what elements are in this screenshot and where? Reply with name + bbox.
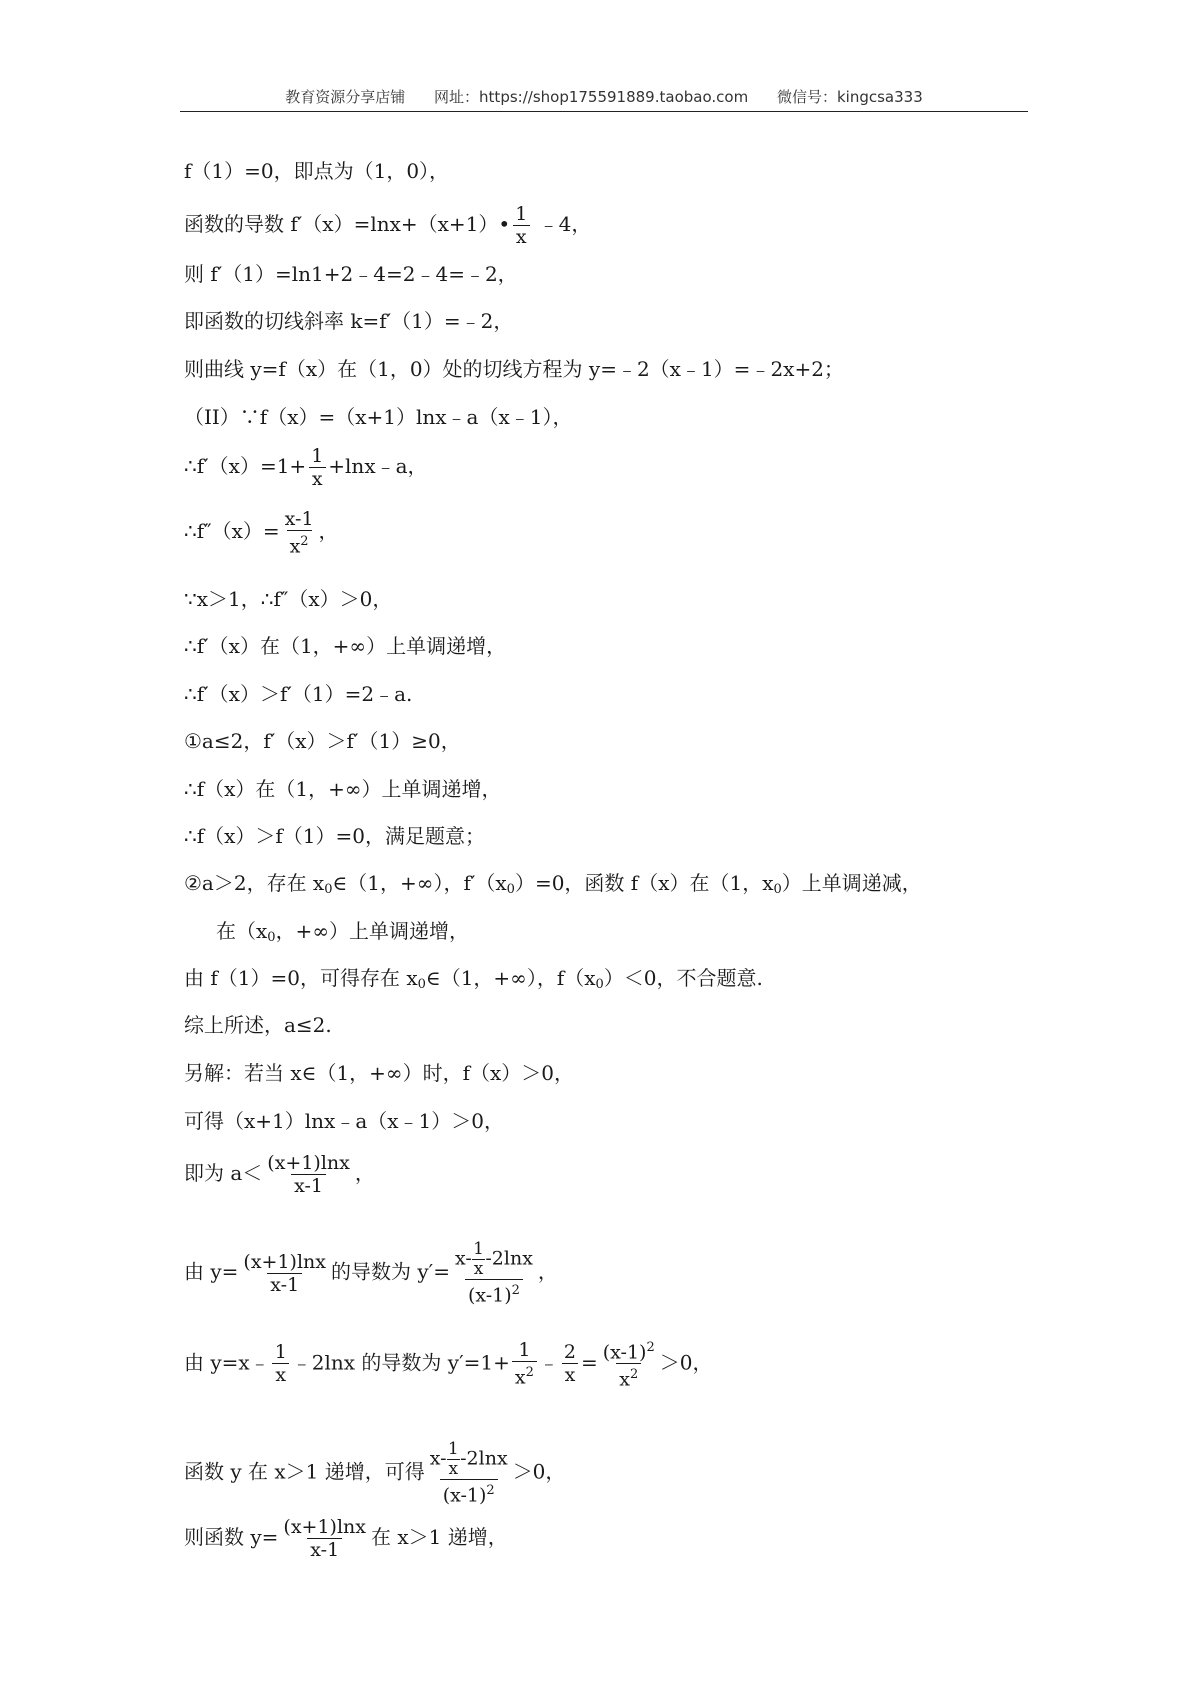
text-line-2: [184, 203, 591, 248]
text-line-22: [184, 1240, 558, 1306]
compound-fraction: [427, 1440, 511, 1506]
text-line-17: [184, 964, 763, 999]
denominator-base: x: [289, 535, 301, 558]
fraction: [272, 1341, 290, 1386]
numerator-part: x-: [454, 1247, 472, 1270]
shop-url: 网址：https://shop175591889.taobao.com: [434, 88, 749, 106]
text-line-18: 综上所述，a≤2.: [184, 1013, 332, 1037]
inner-denominator: x: [473, 1259, 484, 1279]
text-segment: 在（x: [216, 919, 268, 943]
header-rule: [180, 111, 1028, 112]
text-segment: 即为 a＜: [184, 1161, 263, 1185]
text-line-3: 则 f′（1）=ln1+2﹣4=2﹣4=﹣2，: [184, 262, 518, 286]
numerator: [600, 1337, 658, 1363]
denominator: [440, 1479, 498, 1506]
text-segment: 由 y=x﹣: [184, 1350, 270, 1375]
denominator: x-1: [307, 1538, 342, 1561]
text-segment: ﹣2lnx 的导数为 y′=1+: [291, 1350, 510, 1375]
text-segment: 函数 y 在 x＞1 递增，可得: [184, 1459, 425, 1484]
numerator: (x+1)lnx: [243, 1250, 326, 1273]
text-segment: ∴f″（x）=: [184, 519, 280, 544]
wechat-id: 微信号：kingcsa333: [776, 88, 923, 106]
text-segment: 则函数 y=: [184, 1525, 279, 1549]
subscript: 0: [417, 977, 426, 992]
fraction: [240, 1251, 329, 1296]
text-line-21: [184, 1152, 375, 1197]
numerator-part: x-: [429, 1447, 447, 1470]
denominator: [465, 1279, 523, 1306]
text-segment: 由 y=: [184, 1259, 239, 1284]
subscript: 0: [773, 882, 782, 897]
numerator-base: (x-1): [602, 1341, 647, 1364]
text-line-13: ∴f（x）在（1，+∞）上单调递增，: [184, 777, 502, 801]
exponent: 2: [300, 534, 309, 549]
numerator: x-1: [284, 508, 314, 530]
text-line-25: [184, 1516, 508, 1561]
denominator-base: (x-1): [467, 1284, 512, 1307]
text-line-10: ∴f′（x）在（1，+∞）上单调递增，: [184, 634, 507, 658]
text-segment: ，: [318, 519, 339, 544]
denominator-base: x: [514, 1366, 526, 1389]
denominator: [616, 1363, 641, 1390]
denominator: x: [309, 467, 326, 490]
text-segment: ∈（1，+∞），f′（x: [332, 871, 507, 895]
text-segment: ②a＞2，存在 x: [184, 871, 325, 895]
text-segment: 函数的导数 f′（x）=lnx+（x+1）•: [184, 212, 511, 236]
text-segment: ∈（1，+∞），f（x: [425, 966, 596, 990]
subscript: 0: [267, 930, 276, 945]
fraction: [512, 1339, 537, 1388]
fraction: [600, 1337, 658, 1391]
text-line-24: [184, 1440, 565, 1506]
fraction: [282, 508, 317, 557]
numerator: 1: [518, 1339, 531, 1362]
numerator: 2: [563, 1341, 576, 1364]
text-line-14: ∴f（x）＞f（1）=0，满足题意；: [184, 824, 486, 848]
numerator: (x+1)lnx: [283, 1516, 366, 1538]
inner-numerator: 1: [447, 1439, 459, 1459]
denominator: [512, 1361, 537, 1388]
numerator: 1: [515, 203, 528, 225]
subscript: 0: [595, 977, 604, 992]
text-segment: 由 f（1）=0，可得存在 x: [184, 966, 418, 990]
numerator: 1: [311, 445, 324, 467]
denominator: x-1: [267, 1273, 302, 1296]
text-line-19: 另解：若当 x∈（1，+∞）时，f（x）＞0，: [184, 1061, 574, 1085]
denominator: x: [513, 225, 530, 248]
denominator: x: [562, 1363, 579, 1386]
text-line-1: f（1）=0，即点为（1，0），: [184, 159, 450, 183]
text-segment: ∴f′（x）=1+: [184, 454, 307, 478]
text-segment: ＞0，: [512, 1459, 566, 1484]
text-segment: =: [580, 1350, 598, 1375]
text-line-4: 即函数的切线斜率 k=f′（1）=﹣2，: [184, 309, 514, 333]
numerator: [427, 1440, 511, 1479]
text-segment: +lnx﹣a，: [328, 454, 428, 478]
text-line-11: ∴f′（x）＞f′（1）=2﹣a.: [184, 682, 413, 706]
denominator: x-1: [291, 1174, 326, 1197]
text-segment: ，: [354, 1161, 375, 1185]
exponent: 2: [629, 1367, 639, 1383]
text-line-5: 则曲线 y=f（x）在（1，0）处的切线方程为 y=﹣2（x﹣1）=﹣2x+2；: [184, 357, 844, 381]
numerator: [452, 1240, 536, 1279]
page-header: [180, 86, 1028, 112]
text-segment: ﹣4，: [532, 212, 592, 236]
numerator: 1: [274, 1341, 287, 1364]
inner-fraction: [447, 1440, 461, 1479]
text-line-23: [184, 1337, 712, 1391]
fraction: [280, 1516, 369, 1561]
compound-fraction: [452, 1240, 536, 1306]
text-line-9: ∵x＞1，∴f″（x）＞0，: [184, 587, 393, 611]
text-segment: ＞0，: [659, 1350, 713, 1375]
denominator-base: (x-1): [442, 1484, 487, 1507]
inner-numerator: 1: [473, 1239, 484, 1259]
inner-denominator: x: [448, 1459, 459, 1479]
exponent: 2: [486, 1483, 495, 1498]
exponent: 2: [525, 1365, 534, 1381]
exponent: 2: [511, 1283, 520, 1298]
inner-fraction: [472, 1240, 486, 1279]
text-line-20: 可得（x+1）lnx﹣a（x﹣1）＞0，: [184, 1109, 504, 1133]
text-line-7: [184, 445, 428, 490]
text-segment: ）上单调递减，: [781, 871, 922, 895]
text-segment: ，+∞）上单调递增，: [275, 919, 469, 943]
exponent: 2: [646, 1340, 655, 1355]
numerator-part: -2lnx: [460, 1447, 508, 1470]
text-segment: ）=0，函数 f（x）在（1，x: [514, 871, 774, 895]
text-line-8: [184, 508, 339, 557]
text-segment: 在 x＞1 递增，: [371, 1525, 508, 1549]
text-segment: ）＜0，不合题意.: [603, 966, 763, 990]
shop-name: 教育资源分享店铺: [285, 88, 406, 106]
fraction: [264, 1152, 353, 1197]
numerator: (x+1)lnx: [267, 1152, 350, 1174]
denominator: x: [272, 1363, 289, 1386]
text-line-12: ①a≤2，f′（x）＞f′（1）≥0，: [184, 729, 461, 753]
text-segment: 的导数为 y′=: [331, 1259, 450, 1284]
text-segment: ﹣: [538, 1350, 559, 1375]
text-segment: ，: [537, 1259, 558, 1284]
fraction: [512, 203, 530, 248]
fraction: [561, 1341, 579, 1386]
text-line-16: [216, 917, 469, 952]
denominator: [287, 530, 312, 557]
denominator-base: x: [619, 1368, 630, 1391]
subscript: 0: [324, 882, 333, 897]
numerator-part: -2lnx: [485, 1247, 533, 1270]
subscript: 0: [506, 882, 515, 897]
fraction: [308, 445, 326, 490]
text-line-6: （II）∵f（x）=（x+1）lnx﹣a（x﹣1），: [184, 405, 573, 429]
text-line-15: [184, 869, 922, 904]
